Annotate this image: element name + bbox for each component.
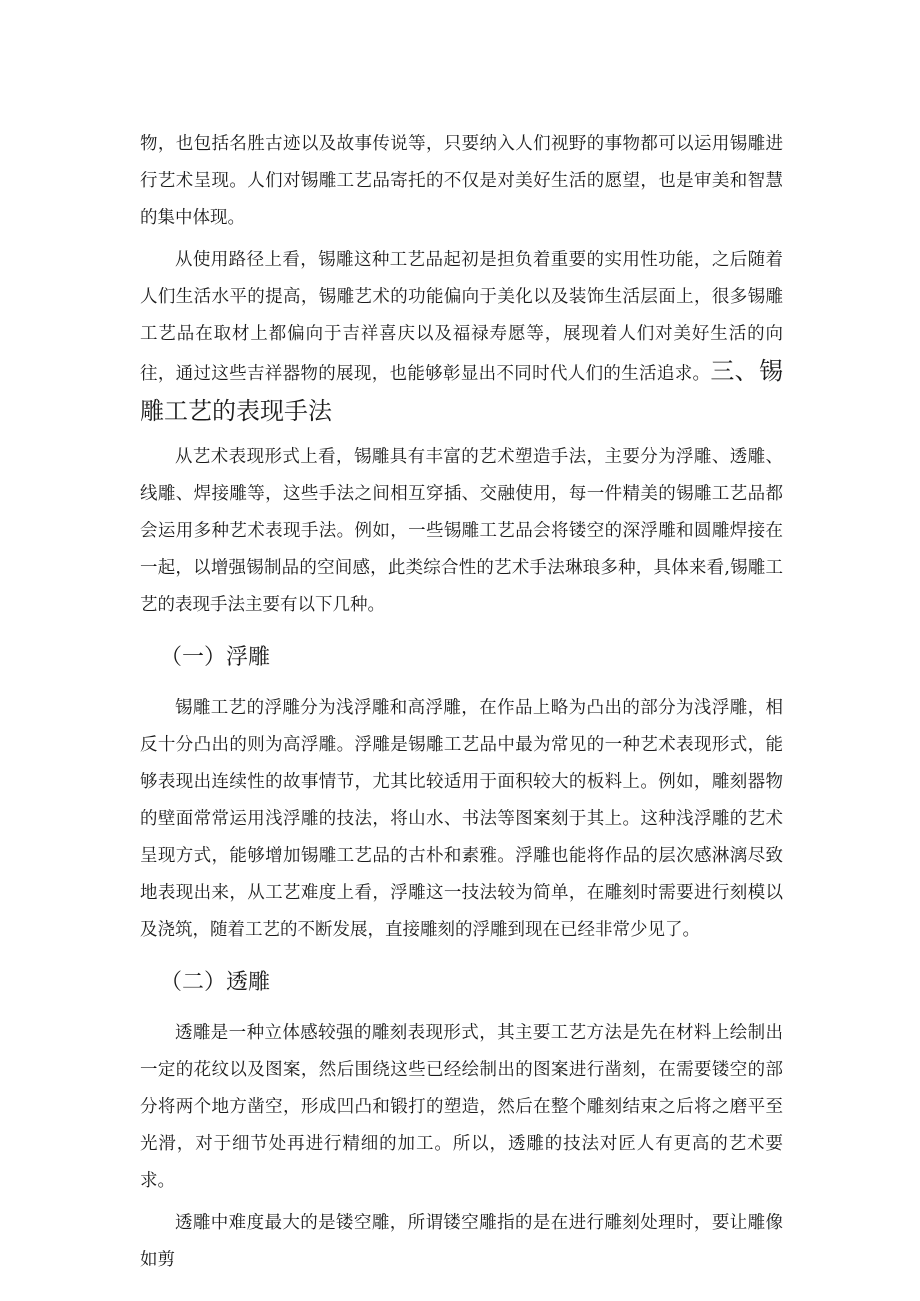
- subheading-openwork: （二）透雕: [160, 970, 271, 995]
- paragraph-hollow-carving: 透雕中难度最大的是镂空雕，所谓镂空雕指的是在进行雕刻处理时，要让雕像如剪: [140, 1213, 783, 1270]
- paragraph-relief: 锡雕工艺的浮雕分为浅浮雕和高浮雕，在作品上略为凸出的部分为浅浮雕，相反十分凸出的则为高浮雕。浮雕是锡雕工艺品中最为常见的一种艺术表现形式，能够表现出连续性的故事情节，尤其比较适用于面积较大的板料上。例如，雕刻器物的壁面常常运用浅浮雕的技法，将山水、书法等图案刻于其上。这种浅浮雕的艺术呈现方式，能够增加锡雕工艺品的古朴和素雅。浮雕也能将作品的层次感淋漓尽致地表现出来，从工艺难度上看，浮雕这一技法较为简单，在雕刻时需要进行刻模以及浇筑，随着工艺的不断发展，直接雕刻的浮雕到现在已经非常少见了。: [140, 698, 783, 940]
- document-page: [140, 126, 783, 1284]
- subheading-relief: （一）浮雕: [160, 645, 271, 670]
- paragraph-usage-path-text: 从使用路径上看，锡雕这种工艺品起初是担负着重要的实用性功能，之后随着人们生活水平的提高，锡雕艺术的功能偏向于美化以及装饰生活层面上，很多锡雕工艺品在取材上都偏向于吉祥喜庆以及福禄寿愿等，展现着人们对美好生活的向往，通过这些吉祥器物的展现，也能够彰显出不同时代人们的生活追求。: [140, 250, 783, 384]
- paragraph-continued: 物，也包括名胜古迹以及故事传说等，只要纳入人们视野的事物都可以运用锡雕进行艺术呈现。人们对锡雕工艺品寄托的不仅是对美好生活的愿望，也是审美和智慧的集中体现。: [140, 134, 783, 228]
- section-heading-3: 三、锡雕工艺的表现手法: [140, 357, 784, 425]
- paragraph-openwork: 透雕是一种立体感较强的雕刻表现形式，其主要工艺方法是先在材料上绘制出一定的花纹以及图案，然后围绕这些已经绘制出的图案进行凿刻，在需要镂空的部分将两个地方凿空，形成凹凸和锻打的塑造，然后在整个雕刻结束之后将之磨平至光滑，对于细节处再进行精细的加工。所以，透雕的技法对匠人有更高的艺术要求。: [140, 1023, 783, 1191]
- paragraph-techniques-intro: 从艺术表现形式上看，锡雕具有丰富的艺术塑造手法，主要分为浮雕、透雕、线雕、焊接雕等，这些手法之间相互穿插、交融使用，每一件精美的锡雕工艺品都会运用多种艺术表现手法。例如，一些锡雕工艺品会将镂空的深浮雕和圆雕焊接在一起，以增强锡制品的空间感，此类综合性的艺术手法琳琅多种，具体来看,锡雕工艺的表现手法主要有以下几种。: [140, 447, 783, 615]
- paragraph-usage-path: [140, 242, 783, 433]
